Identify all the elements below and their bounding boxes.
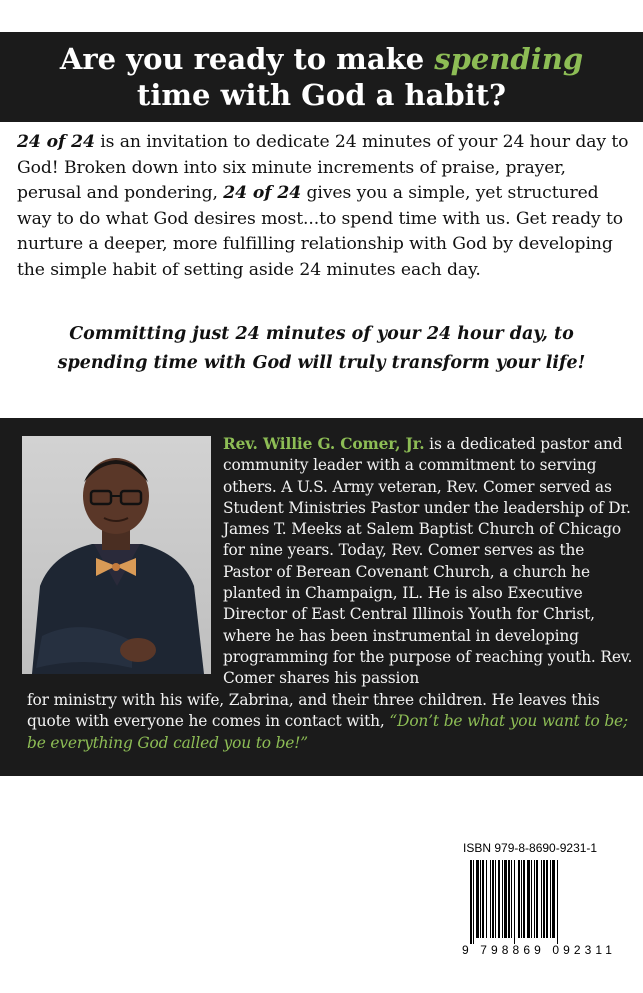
brand-name: 24 of 24: [17, 132, 95, 152]
bio-text-bottom: [27, 690, 633, 754]
barcode-bar: [531, 860, 532, 938]
barcode-bar: [541, 860, 542, 938]
barcode-bars: [470, 860, 558, 944]
barcode-bar: [534, 860, 535, 938]
barcode-bar: [508, 860, 510, 938]
barcode-bar: [480, 860, 481, 938]
barcode-bar: [476, 860, 479, 938]
barcode-bar: [518, 860, 520, 938]
brand-name: 24 of 24: [223, 183, 302, 203]
author-photo: [22, 436, 211, 674]
barcode-bar: [514, 860, 515, 944]
barcode-bar: [490, 860, 491, 938]
headline-band: [0, 32, 643, 122]
barcode-bar: [470, 860, 472, 944]
barcode-bar: [543, 860, 545, 938]
barcode-bar: [473, 860, 474, 944]
barcode-digits: 9 798869 092311: [462, 943, 612, 957]
headline-prefix: Are you ready to make: [59, 42, 435, 76]
intro-text-1: is an invitation to dedicate 24 minutes of your 24 hour day to God! Broken down into six minute increments of praise, prayer, perusal and pondering,: [17, 132, 629, 203]
bio-text-1: is a dedicated pastor and community leader with a commitment to serving others. A U.S. Army veteran, Rev. Comer served as Student Ministries Pastor under the leadership of Dr. James T. Meeks at Salem Baptist Church of Chicago for nine years. Today, Rev. Comer serves as the Pastor of Berean Covenant Church, a church he planted in Champaign, IL. He is also Executive Director of East Central Illinois Youth for Christ, where he has been instrumental in developing programming for the purpose of reaching youth. Rev. Comer shares his passion: [223, 435, 633, 688]
barcode-bar: [502, 860, 503, 938]
headline-accent: spending: [434, 42, 584, 76]
tagline-line-1: Committing just 24 minutes of your 24 hour day, to: [69, 324, 574, 344]
headline-line-2: time with God a habit?: [136, 78, 507, 112]
author-portrait-illustration: [22, 436, 211, 674]
barcode-bar: [504, 860, 507, 938]
barcode-bar: [536, 860, 538, 938]
isbn-label: ISBN 979-8-8690-9231-1: [463, 841, 598, 855]
bio-text-2: for ministry with his wife, Zabrina, and their three children. He leaves this quote with everyone he comes in contact with,: [27, 691, 600, 731]
tagline-line-2: spending time with God will truly transform your life!: [57, 353, 586, 373]
barcode-bar: [552, 860, 555, 938]
barcode-bar: [527, 860, 530, 938]
barcode-bar: [546, 860, 548, 938]
barcode-bar: [498, 860, 500, 938]
headline-line-1: [60, 41, 583, 77]
barcode-bar: [482, 860, 484, 938]
author-name: Rev. Willie G. Comer, Jr.: [223, 435, 425, 453]
barcode-bar: [521, 860, 522, 938]
barcode-bar: [557, 860, 558, 944]
intro-paragraph: [17, 130, 629, 283]
intro-text-2: gives you a simple, yet structured way to do what God desires most...to spend time with us. Get ready to nurture a deeper, more fulfilling relationship with God by developing the simple habit of setting aside 24 minutes each day.: [17, 183, 624, 280]
barcode-bar: [550, 860, 551, 938]
tagline: [0, 320, 643, 378]
barcode: [458, 858, 618, 958]
barcode-bar: [492, 860, 494, 938]
bio-text-right: [223, 434, 633, 690]
barcode-bar: [495, 860, 496, 938]
author-quote: “Don’t be what you want to be; be everything God called you to be!”: [27, 712, 629, 752]
barcode-bar: [511, 860, 512, 938]
barcode-bar: [486, 860, 487, 938]
barcode-bar: [523, 860, 525, 938]
